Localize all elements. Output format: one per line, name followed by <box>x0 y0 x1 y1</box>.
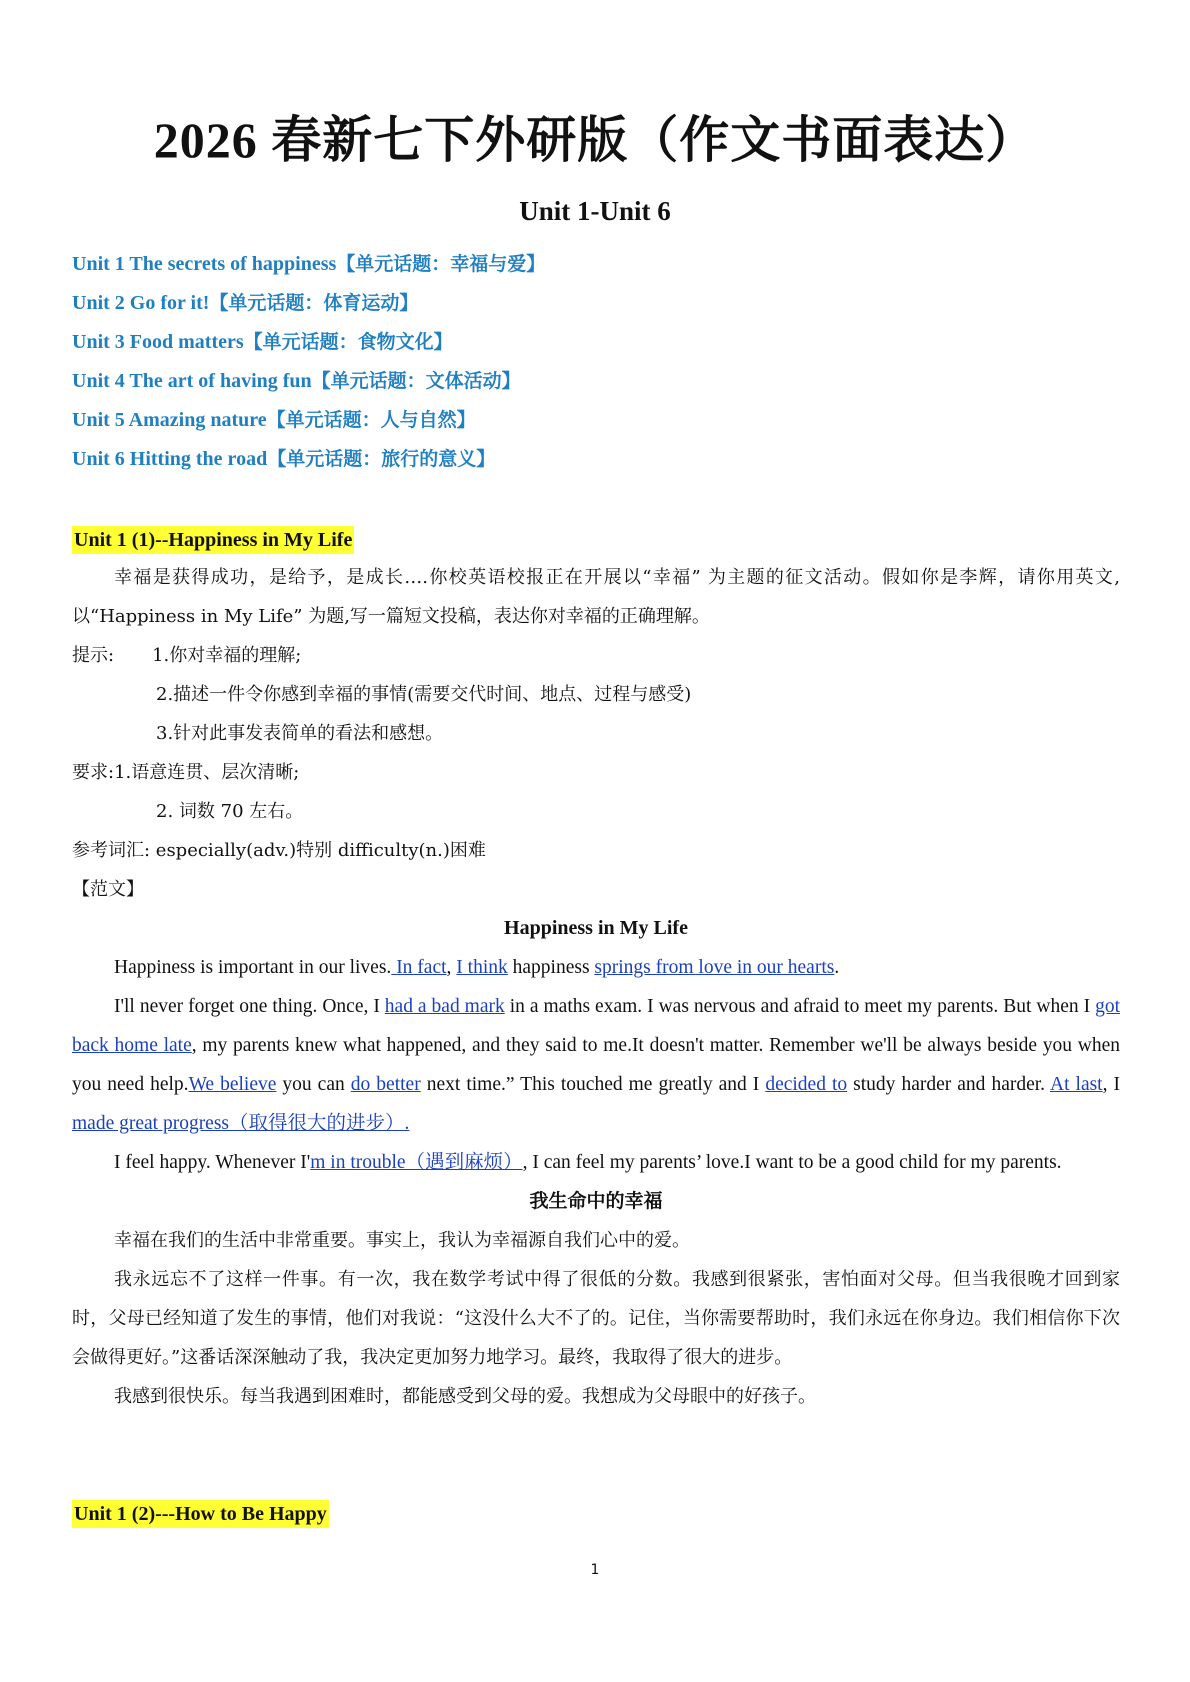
sample-essay <box>72 948 1120 1182</box>
essay-text: , my parents knew what happened, and they said to me.It doesn't matter. Remember we'll be always beside you when you need help. <box>72 1035 1120 1095</box>
phrase-link[interactable]: I think <box>456 957 508 978</box>
toc-item-unit-4[interactable] <box>72 366 545 405</box>
phrase-link[interactable]: do better <box>350 1074 421 1095</box>
sample-essay-label: 【范文】 <box>72 879 144 900</box>
essay-text: , I can feel my parents’ love.I want to be a good child for my parents. <box>522 1152 1062 1173</box>
essay-text: in a maths exam. I was nervous and afraid to meet my parents. But when I <box>504 996 1096 1017</box>
essay-text: , I <box>1102 1074 1121 1095</box>
essay-text: next time.” This touched me greatly and I <box>420 1074 766 1095</box>
toc-item-en: Unit 6 Hitting the road <box>72 448 268 470</box>
translation-title: 我生命中的幸福 <box>529 1190 663 1212</box>
toc-item-unit-1[interactable] <box>72 249 545 288</box>
section-heading-unit1-1: Unit 1 (1)--Happiness in My Life <box>72 526 354 554</box>
requirement-item: 2. 词数 70 左右。 <box>156 801 304 822</box>
essay-text: I'll never forget one thing. Once, I <box>114 996 385 1017</box>
phrase-link[interactable]: At last <box>1050 1074 1103 1095</box>
toc-item-topic: 【单元话题：幸福与爱】 <box>336 253 546 275</box>
essay-text: I feel happy. Whenever I' <box>114 1152 311 1173</box>
requirement-item: 1.语意连贯、层次清晰; <box>114 762 300 783</box>
phrase-link[interactable]: m in trouble（遇到麻烦） <box>310 1152 523 1173</box>
toc-item-en: Unit 2 Go for it! <box>72 292 210 314</box>
section1-content <box>72 558 1120 1416</box>
tip-item: 2.描述一件令你感到幸福的事情(需要交代时间、地点、过程与感受) <box>156 684 692 705</box>
essay-text: you can <box>276 1074 351 1095</box>
requirements-label: 要求: <box>72 762 115 783</box>
writing-prompt: 幸福是获得成功，是给予，是成长….你校英语校报正在开展以“幸福” 为主题的征文活动。假如你是李辉，请你用英文,以“Happiness in My Life” 为题,写一篇短文投稿，表达你对幸福的正确理解。 <box>72 567 1120 627</box>
toc-item-topic: 【单元话题：文体活动】 <box>311 370 521 392</box>
toc-item-topic: 【单元话题：食物文化】 <box>243 331 453 353</box>
requirements-row <box>72 753 1120 792</box>
phrase-link[interactable]: made great progress（取得很大的进步）. <box>72 1113 410 1134</box>
reference-vocabulary: 参考词汇: especially(adv.)特别 difficulty(n.)困难 <box>72 840 486 861</box>
toc-item-unit-3[interactable] <box>72 327 545 366</box>
tip-item: 3.针对此事发表简单的看法和感想。 <box>156 723 444 744</box>
toc-item-topic: 【单元话题：体育运动】 <box>209 292 419 314</box>
translation-paragraph: 幸福在我们的生活中非常重要。事实上，我认为幸福源自我们心中的爱。 <box>114 1230 690 1251</box>
tip-item: 1.你对幸福的理解; <box>152 645 302 666</box>
toc-item-en: Unit 5 Amazing nature <box>72 409 267 431</box>
section-heading-unit1-2: Unit 1 (2)---How to Be Happy <box>72 1500 329 1528</box>
tips-row <box>72 636 1120 675</box>
essay-paragraph <box>72 1143 1120 1182</box>
phrase-link[interactable]: had a bad mark <box>384 996 505 1017</box>
toc-item-topic: 【单元话题：人与自然】 <box>266 409 476 431</box>
essay-paragraph <box>72 987 1120 1143</box>
document-subtitle: Unit 1-Unit 6 <box>519 196 671 226</box>
translation-paragraph: 我永远忘不了这样一件事。有一次，我在数学考试中得了很低的分数。我感到很紧张，害怕面对父母。但当我很晚才回到家时，父母已经知道了发生的事情，他们对我说：“这没什么大不了的。记住，当你需要帮助时，我们永远在你身边。我们相信你下次会做得更好。”这番话深深触动了我，我决定更加努力地学习。最终，我取得了很大的进步。 <box>72 1269 1120 1368</box>
toc-item-topic: 【单元话题：旅行的意义】 <box>267 448 496 470</box>
essay-text: . <box>834 957 840 978</box>
essay-paragraph <box>72 948 1120 987</box>
toc-item-en: Unit 1 The secrets of happiness <box>72 253 337 275</box>
phrase-link[interactable]: decided to <box>765 1074 848 1095</box>
phrase-link[interactable]: We believe <box>188 1074 277 1095</box>
tips-label: 提示: <box>72 645 115 666</box>
toc-item-en: Unit 3 Food matters <box>72 331 244 353</box>
essay-text: , <box>446 957 457 978</box>
essay-text: happiness <box>507 957 595 978</box>
table-of-contents <box>72 249 545 483</box>
essay-text: Happiness is important in our lives. <box>114 957 392 978</box>
document-title: 2026 春新七下外研版（作文书面表达） <box>153 112 1037 168</box>
toc-item-en: Unit 4 The art of having fun <box>72 370 312 392</box>
translation-paragraph: 我感到很快乐。每当我遇到困难时，都能感受到父母的爱。我想成为父母眼中的好孩子。 <box>114 1386 816 1407</box>
toc-item-unit-5[interactable] <box>72 405 545 444</box>
phrase-link[interactable]: In fact <box>391 957 447 978</box>
phrase-link[interactable]: got back home late <box>72 996 1120 1056</box>
toc-item-unit-6[interactable] <box>72 444 545 483</box>
toc-item-unit-2[interactable] <box>72 288 545 327</box>
page-number: 1 <box>590 1562 600 1578</box>
phrase-link[interactable]: springs from love in our hearts <box>594 957 835 978</box>
translation-body <box>72 1221 1120 1416</box>
essay-title: Happiness in My Life <box>504 917 688 939</box>
essay-text: study harder and harder. <box>847 1074 1050 1095</box>
